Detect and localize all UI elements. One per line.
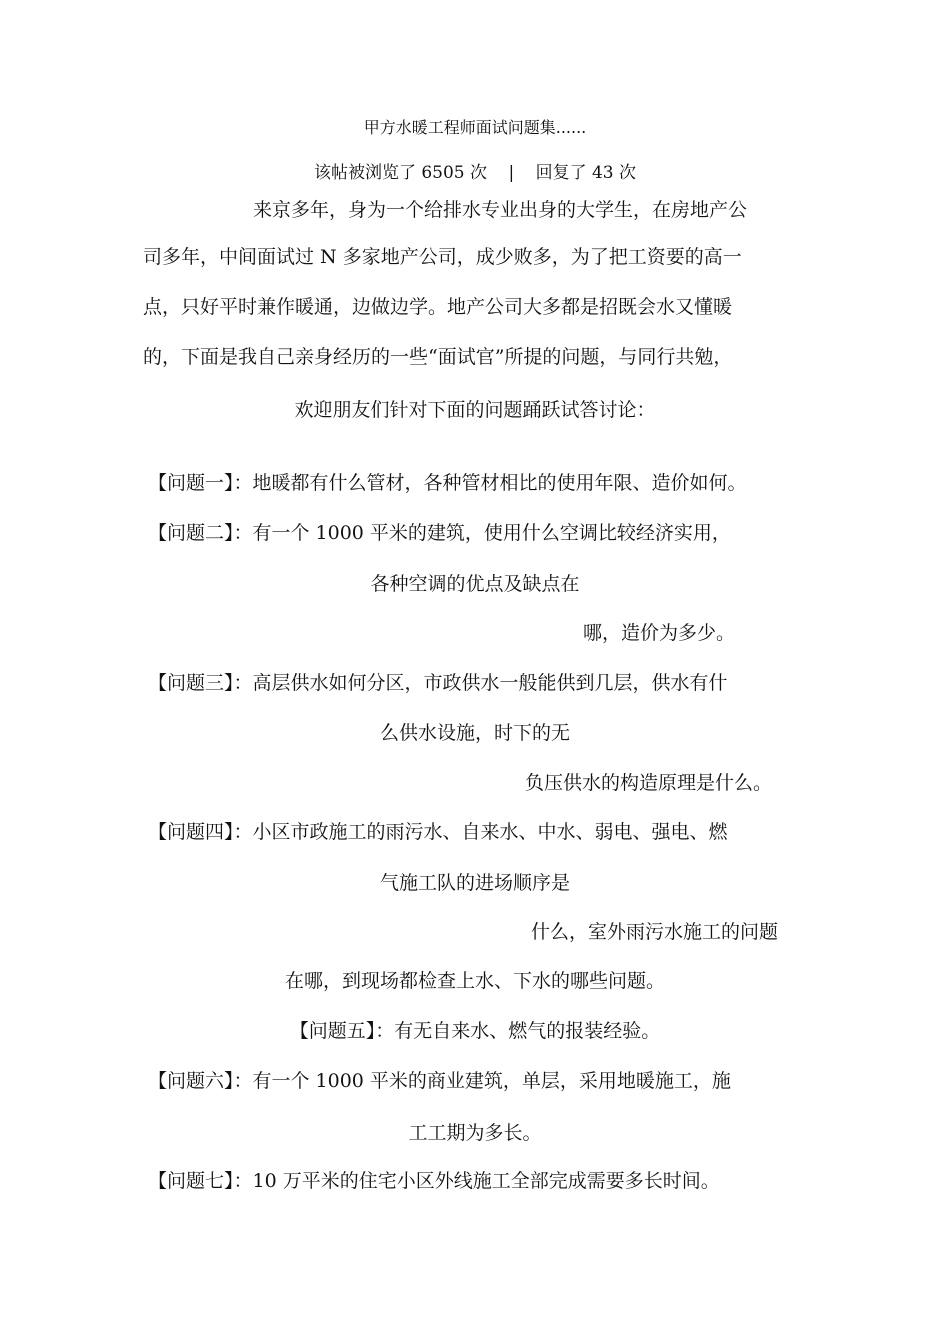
intro-paragraph-line: 来京多年，身为一个给排水专业出身的大学生，在房地产公: [253, 199, 748, 221]
question-4-line: 气施工队的进场顺序是: [379, 872, 570, 894]
question-4-line: 在哪，到现场都检查上水、下水的哪些问题。: [284, 970, 665, 992]
question-3-line: 么供水设施，时下的无: [379, 722, 570, 744]
question-2-line: 各种空调的优点及缺点在: [370, 573, 580, 595]
reply-count: 回复了 43 次: [535, 163, 637, 183]
question-6-line: 工工期为多长。: [408, 1122, 542, 1144]
question-6-line: 【问题六】：有一个 1000 平米的商业建筑，单层，采用地暖施工，施: [148, 1070, 731, 1092]
question-3-line: 负压供水的构造原理是什么。: [525, 772, 773, 794]
stats-separator: |: [508, 163, 515, 183]
intro-paragraph-line: 点，只好平时兼作暖通，边做边学。地产公司大多都是招既会水又懂暖: [143, 296, 733, 318]
intro-paragraph-line: 欢迎朋友们针对下面的问题踊跃试答讨论：: [294, 399, 656, 421]
question-2-line: 【问题二】：有一个 1000 平米的建筑，使用什么空调比较经济实用，: [148, 522, 731, 544]
question-5: 【问题五】：有无自来水、燃气的报装经验。: [289, 1020, 661, 1042]
document-title: 甲方水暖工程师面试问题集......: [363, 118, 587, 137]
view-count: 该帖被浏览了 6505 次: [313, 163, 488, 183]
post-stats: [0, 161, 950, 185]
intro-paragraph-line: 司多年，中间面试过 N 多家地产公司，成少败多，为了把工资要的高一: [143, 246, 742, 268]
question-3-line: 【问题三】：高层供水如何分区，市政供水一般能供到几层，供水有什: [148, 672, 728, 694]
question-2-line: 哪，造价为多少。: [583, 622, 736, 644]
intro-paragraph-line: 的，下面是我自己亲身经历的一些“面试官”所提的问题，与同行共勉，: [143, 346, 733, 368]
question-1: 【问题一】：地暖都有什么管材，各种管材相比的使用年限、造价如何。: [148, 472, 747, 494]
question-4-line: 什么，室外雨污水施工的问题: [531, 921, 779, 943]
question-4-line: 【问题四】：小区市政施工的雨污水、自来水、中水、弱电、强电、燃: [148, 821, 728, 843]
question-7: 【问题七】：10 万平米的住宅小区外线施工全部完成需要多长时间。: [148, 1170, 720, 1192]
